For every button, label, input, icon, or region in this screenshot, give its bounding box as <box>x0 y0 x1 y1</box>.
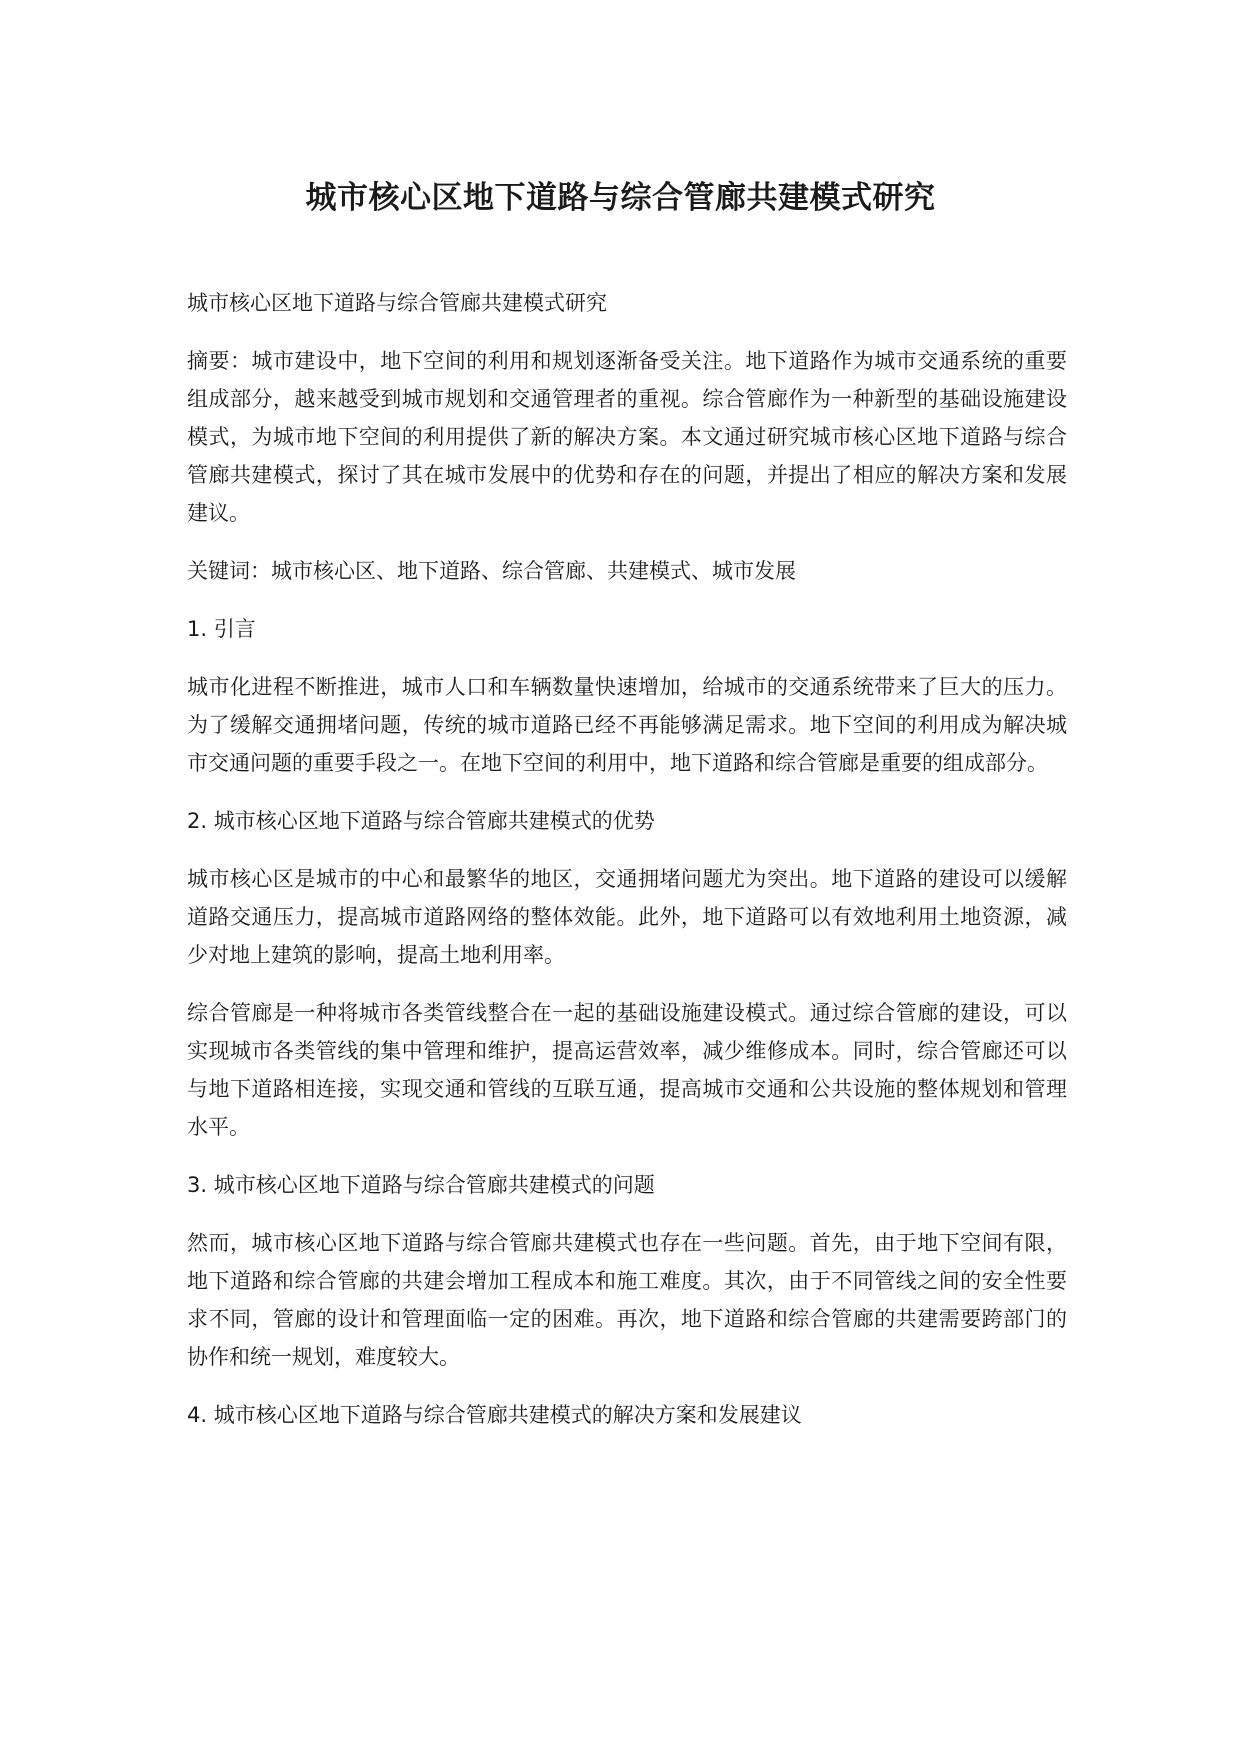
section-1-paragraph-1: 城市化进程不断推进，城市人口和车辆数量快速增加，给城市的交通系统带来了巨大的压力。为了缓解交通拥堵问题，传统的城市道路已经不再能够满足需求。地下空间的利用成为解决城市交通问题的重要手段之一。在地下空间的利用中，地下道路和综合管廊是重要的组成部分。 <box>187 675 1067 775</box>
section-2-paragraph-2: 综合管廊是一种将城市各类管线整合在一起的基础设施建设模式。通过综合管廊的建设，可以实现城市各类管线的集中管理和维护，提高运营效率，减少维修成本。同时，综合管廊还可以与地下道路相连接，实现交通和管线的互联互通，提高城市交通和公共设施的整体规划和管理水平。 <box>187 1001 1067 1139</box>
section-heading-2: 2. 城市核心区地下道路与综合管廊共建模式的优势 <box>187 809 655 833</box>
document-body <box>187 284 1067 1454</box>
section-3-paragraph-1: 然而，城市核心区地下道路与综合管廊共建模式也存在一些问题。首先，由于地下空间有限，地下道路和综合管廊的共建会增加工程成本和施工难度。其次，由于不同管线之间的安全性要求不同，管廊的设计和管理面临一定的困难。再次，地下道路和综合管廊的共建需要跨部门的协作和统一规划，难度较大。 <box>187 1231 1067 1369</box>
section-heading-3: 3. 城市核心区地下道路与综合管廊共建模式的问题 <box>187 1173 655 1197</box>
document-title: 城市核心区地下道路与综合管廊共建模式研究 <box>305 180 936 216</box>
keywords-line: 关键词：城市核心区、地下道路、综合管廊、共建模式、城市发展 <box>187 559 796 583</box>
abstract-paragraph: 摘要：城市建设中，地下空间的利用和规划逐渐备受关注。地下道路作为城市交通系统的重要组成部分，越来越受到城市规划和交通管理者的重视。综合管廊作为一种新型的基础设施建设模式，为城市地下空间的利用提供了新的解决方案。本文通过研究城市核心区地下道路与综合管廊共建模式，探讨了其在城市发展中的优势和存在的问题，并提出了相应的解决方案和发展建议。 <box>187 349 1067 525</box>
document-subtitle: 城市核心区地下道路与综合管廊共建模式研究 <box>187 291 607 315</box>
section-heading-1: 1. 引言 <box>187 617 256 641</box>
section-heading-4: 4. 城市核心区地下道路与综合管廊共建模式的解决方案和发展建议 <box>187 1403 802 1427</box>
section-2-paragraph-1: 城市核心区是城市的中心和最繁华的地区，交通拥堵问题尤为突出。地下道路的建设可以缓解道路交通压力，提高城市道路网络的整体效能。此外，地下道路可以有效地利用土地资源，减少对地上建筑的影响，提高土地利用率。 <box>187 867 1067 967</box>
